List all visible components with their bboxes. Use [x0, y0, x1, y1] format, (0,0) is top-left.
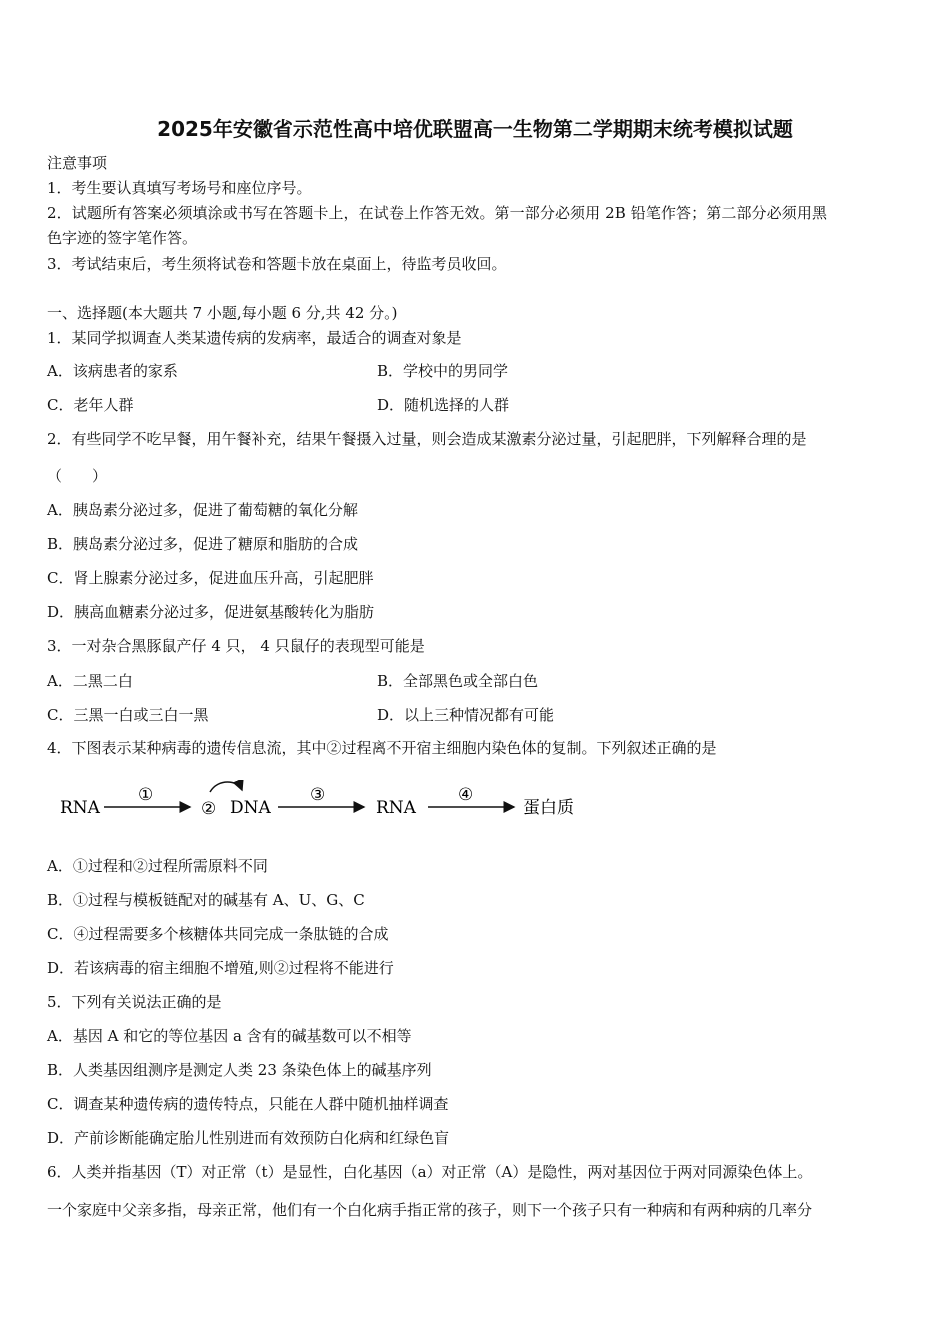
- question-4-option-d: D．若该病毒的宿主细胞不增殖,则②过程将不能进行: [47, 959, 394, 977]
- question-6-stem-line-1: 6．人类并指基因（T）对正常（t）是显性，白化基因（a）对正常（A）是隐性，两对基因位于两对同源染色体上。: [47, 1163, 813, 1181]
- question-5-option-b: B．人类基因组测序是测定人类 23 条染色体上的碱基序列: [47, 1061, 432, 1079]
- question-4-stem: 4．下图表示某种病毒的遗传信息流，其中②过程离不开宿主细胞内染色体的复制。下列叙述正确的是: [47, 739, 717, 757]
- genetic-flow-diagram: [60, 780, 590, 830]
- step-4-label: ④: [458, 785, 474, 805]
- question-1-option-a: A．该病患者的家系: [47, 362, 178, 380]
- question-5-option-c: C．调查某种遗传病的遗传特点，只能在人群中随机抽样调查: [47, 1095, 449, 1113]
- question-2-option-b: B．胰岛素分泌过多，促进了糖原和脂肪的合成: [47, 535, 359, 553]
- page-title: 2025年安徽省示范性高中培优联盟高一生物第二学期期末统考模拟试题: [157, 117, 793, 141]
- question-3-option-a: A．二黑二白: [47, 672, 133, 690]
- notice-item: 3．考试结束后，考生须将试卷和答题卡放在桌面上，待监考员收回。: [47, 255, 507, 273]
- question-3-option-c: C．三黑一白或三白一黑: [47, 706, 209, 724]
- question-2-paren: （ ）: [47, 467, 108, 485]
- question-6-stem-line-2: 一个家庭中父亲多指，母亲正常，他们有一个白化病手指正常的孩子，则下一个孩子只有一种病和有两种病的几率分: [47, 1201, 813, 1219]
- question-1-stem: 1．某同学拟调查人类某遗传病的发病率，最适合的调查对象是: [47, 329, 462, 347]
- question-4-option-a: A．①过程和②过程所需原料不同: [47, 857, 268, 875]
- section-heading: 一、选择题(本大题共 7 小题,每小题 6 分,共 42 分。): [47, 304, 398, 322]
- question-2-option-c: C．肾上腺素分泌过多，促进血压升高，引起肥胖: [47, 569, 374, 587]
- question-2-option-a: A．胰岛素分泌过多，促进了葡萄糖的氧化分解: [47, 501, 358, 519]
- question-2-stem: 2．有些同学不吃早餐，用午餐补充，结果午餐摄入过量，则会造成某激素分泌过量，引起肥胖，下列解释合理的是: [47, 430, 807, 448]
- question-1-option-b: B．学校中的男同学: [377, 362, 509, 380]
- question-1-option-d: D．随机选择的人群: [377, 396, 510, 414]
- notice-item: 色字迹的签字笔作答。: [47, 229, 198, 247]
- question-4-option-b: B．①过程与模板链配对的碱基有 A、U、G、C: [47, 891, 365, 909]
- notice-item: 1．考生要认真填写考场号和座位序号。: [47, 179, 312, 197]
- step-1-label: ①: [138, 785, 154, 805]
- question-5-option-d: D．产前诊断能确定胎儿性别进而有效预防白化病和红绿色盲: [47, 1129, 450, 1147]
- rna-label: RNA: [60, 798, 100, 818]
- step-3-label: ③: [310, 785, 326, 805]
- self-loop-arrow: [210, 782, 242, 792]
- question-3-option-d: D．以上三种情况都有可能: [377, 706, 555, 724]
- rna-label-2: RNA: [376, 798, 416, 818]
- question-3-option-b: B．全部黑色或全部白色: [377, 672, 539, 690]
- dna-label: DNA: [230, 798, 271, 818]
- question-4-option-c: C．④过程需要多个核糖体共同完成一条肽链的合成: [47, 925, 389, 943]
- notice-heading: 注意事项: [47, 154, 108, 172]
- question-3-stem: 3．一对杂合黑豚鼠产仔 4 只， 4 只鼠仔的表现型可能是: [47, 637, 425, 655]
- step-2-label: ②: [201, 799, 217, 819]
- question-1-option-c: C．老年人群: [47, 396, 134, 414]
- notice-item: 2．试题所有答案必须填涂或书写在答题卡上，在试卷上作答无效。第一部分必须用 2B 铅笔作答；第二部分必须用黑: [47, 204, 828, 222]
- question-5-stem: 5．下列有关说法正确的是: [47, 993, 222, 1011]
- question-2-option-d: D．胰高血糖素分泌过多，促进氨基酸转化为脂肪: [47, 603, 375, 621]
- protein-label: 蛋白质: [523, 798, 574, 818]
- question-5-option-a: A．基因 A 和它的等位基因 a 含有的碱基数可以不相等: [47, 1027, 412, 1045]
